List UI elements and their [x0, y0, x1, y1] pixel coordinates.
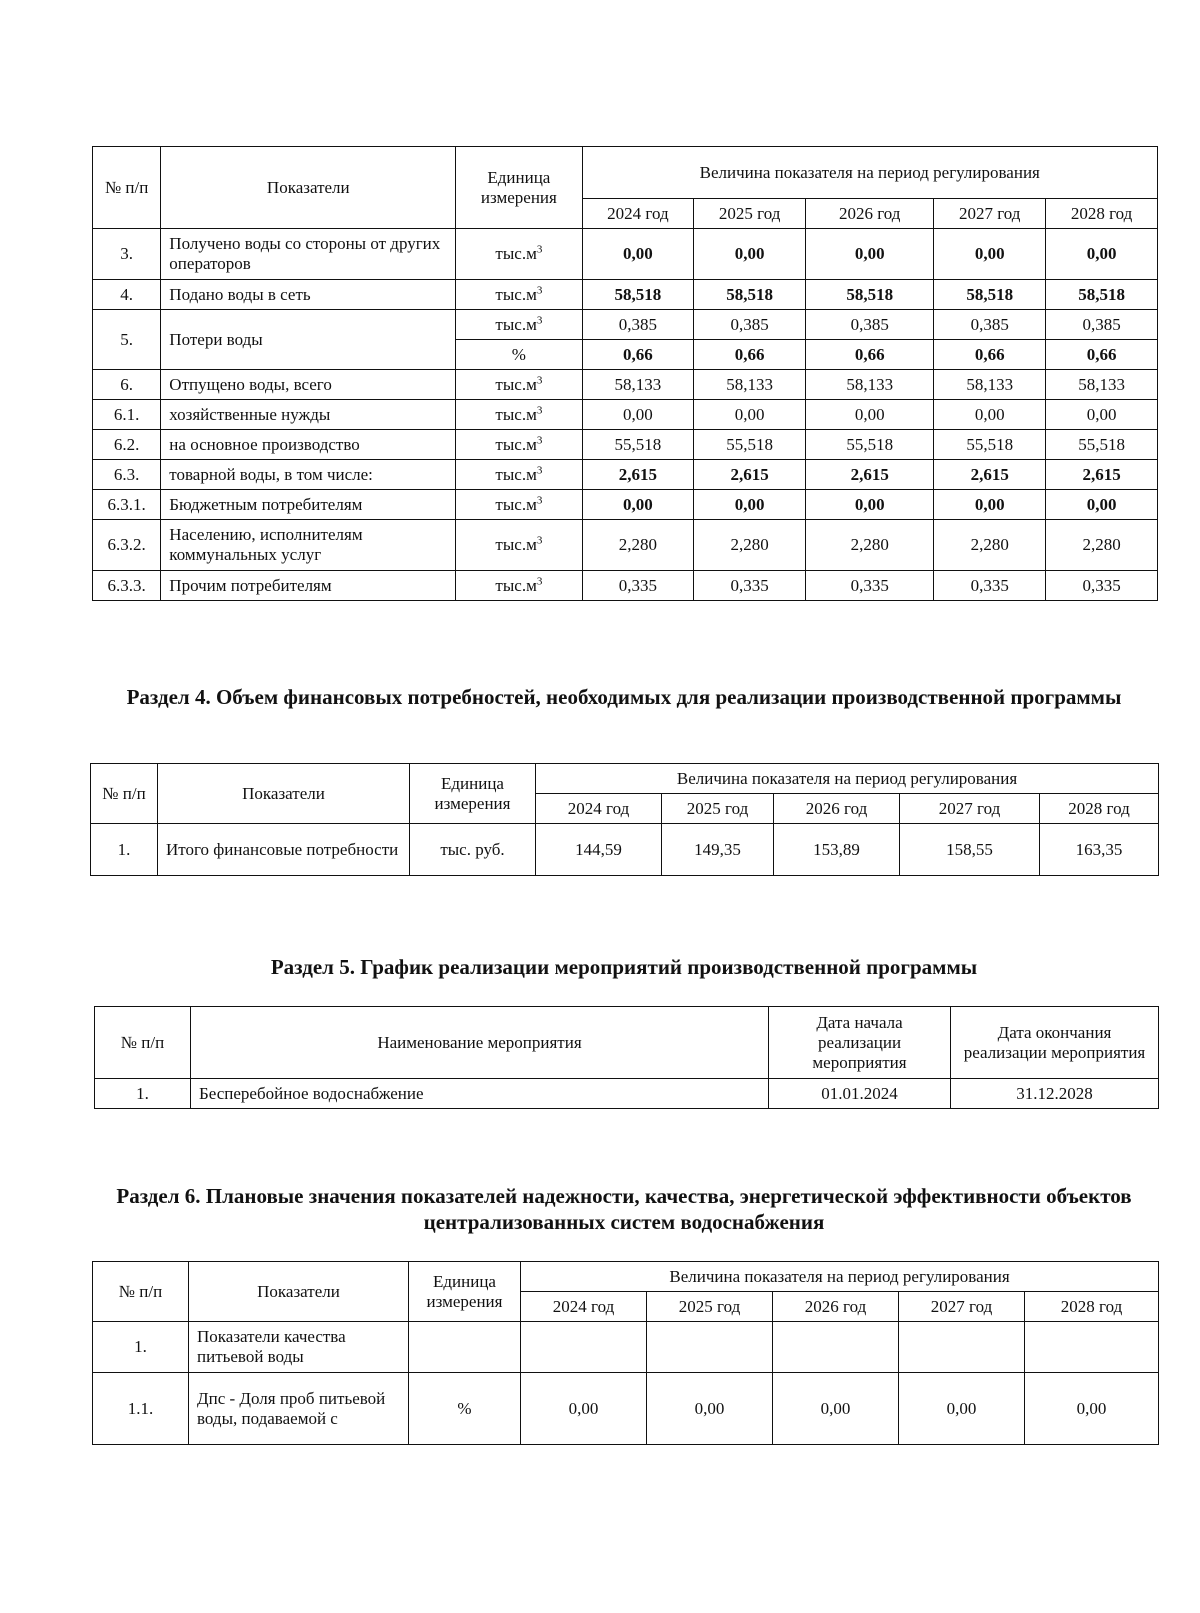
row-num: 6.1. [93, 400, 161, 430]
row-name: Отпущено воды, всего [161, 370, 456, 400]
header-indicator: Показатели [189, 1262, 409, 1322]
row-value: 2,280 [1046, 520, 1158, 571]
row-value: 2,280 [806, 520, 934, 571]
row-value: 0,00 [934, 400, 1046, 430]
header-num: № п/п [91, 764, 158, 824]
row-name: Прочим потребителям [161, 571, 456, 601]
row-name: Дпс - Доля проб питьевой воды, подаваемой с [189, 1373, 409, 1445]
row-num: 6.3.2. [93, 520, 161, 571]
row-name: Потери воды [161, 310, 456, 370]
row-num: 4. [93, 280, 161, 310]
table-row [93, 490, 1158, 520]
row-value: 0,00 [694, 490, 806, 520]
reliability-table [92, 1261, 1159, 1445]
header-value-group: Величина показателя на период регулирования [536, 764, 1159, 794]
row-value: 0,335 [694, 571, 806, 601]
row-value: 58,518 [582, 280, 694, 310]
row-value: 0,66 [582, 340, 694, 370]
row-unit: $тыс.м^3$ [456, 460, 582, 490]
row-value: 0,00 [582, 229, 694, 280]
header-value-group: Величина показателя на период регулирования [521, 1262, 1159, 1292]
row-value [899, 1322, 1025, 1373]
row-value: 0,335 [806, 571, 934, 601]
table-row [93, 1373, 1159, 1445]
row-value: 0,385 [1046, 310, 1158, 340]
row-num: 5. [93, 310, 161, 370]
header-indicator: Показатели [161, 147, 456, 229]
row-value: 0,00 [806, 400, 934, 430]
section4-title: Раздел 4. Объем финансовых потребностей, необходимых для реализации производственной программы [126, 685, 1122, 709]
table-row [93, 460, 1158, 490]
row-value: 0,00 [773, 1373, 899, 1445]
row-num: 3. [93, 229, 161, 280]
row-value: 0,00 [806, 490, 934, 520]
row-value: 0,00 [647, 1373, 773, 1445]
row-value: 0,00 [1046, 229, 1158, 280]
row-value: 0,00 [899, 1373, 1025, 1445]
row-value: 0,335 [582, 571, 694, 601]
row-value: 0,00 [582, 490, 694, 520]
header-value-group: Величина показателя на период регулирования [582, 147, 1158, 199]
header-year: 2028 год [1046, 199, 1158, 229]
row-unit: $тыс.м^3$ [456, 229, 582, 280]
row-num: 6.3. [93, 460, 161, 490]
row-value: 149,35 [662, 824, 774, 876]
row-value: 55,518 [806, 430, 934, 460]
table-row [95, 1079, 1159, 1109]
section5-title: Раздел 5. График реализации мероприятий производственной программы [270, 955, 978, 979]
row-value: 0,385 [934, 310, 1046, 340]
header-year: 2024 год [521, 1292, 647, 1322]
header-year: 2025 год [662, 794, 774, 824]
header-year: 2028 год [1025, 1292, 1159, 1322]
row-unit: $тыс.м^3$ [456, 571, 582, 601]
row-name: Итого финансовые потребности [158, 824, 410, 876]
table-row [93, 430, 1158, 460]
row-value: 2,615 [934, 460, 1046, 490]
header-year: 2026 год [773, 1292, 899, 1322]
header-year: 2025 год [694, 199, 806, 229]
row-value: 55,518 [1046, 430, 1158, 460]
row-value: 0,385 [806, 310, 934, 340]
row-value: 58,133 [934, 370, 1046, 400]
row-value: 2,615 [582, 460, 694, 490]
table-row [93, 520, 1158, 571]
row-value: 0,66 [934, 340, 1046, 370]
row-value: 0,335 [1046, 571, 1158, 601]
header-unit: Единица измерения [409, 1262, 521, 1322]
row-value: 58,518 [1046, 280, 1158, 310]
section6-title: Раздел 6. Плановые значения показателей надежности, качества, энергетической эффективности объектов централизованных систем водоснабжения [116, 1184, 1132, 1234]
row-unit: тыс. руб. [410, 824, 536, 876]
schedule-table [94, 1006, 1159, 1109]
finance-table [90, 763, 1159, 876]
row-value: 0,00 [934, 229, 1046, 280]
row-value: 0,66 [694, 340, 806, 370]
row-value: 0,00 [694, 229, 806, 280]
row-name: Показатели качества питьевой воды [189, 1322, 409, 1373]
row-value: 0,00 [1025, 1373, 1159, 1445]
row-value: 0,00 [934, 490, 1046, 520]
row-value: 0,66 [1046, 340, 1158, 370]
header-year: 2025 год [647, 1292, 773, 1322]
row-value: 153,89 [774, 824, 900, 876]
row-value: 55,518 [582, 430, 694, 460]
table-row [93, 571, 1158, 601]
row-name: хозяйственные нужды [161, 400, 456, 430]
row-value: 163,35 [1040, 824, 1159, 876]
header-end-date: Дата окончания реализации мероприятия [951, 1007, 1159, 1079]
table-row [93, 280, 1158, 310]
header-num: № п/п [95, 1007, 191, 1079]
row-value [521, 1322, 647, 1373]
row-value: 58,518 [806, 280, 934, 310]
header-year: 2027 год [900, 794, 1040, 824]
row-value: 0,385 [694, 310, 806, 340]
row-unit: $тыс.м^3$ [456, 490, 582, 520]
row-value: 0,00 [1046, 490, 1158, 520]
row-num: 6.3.3. [93, 571, 161, 601]
row-value: 158,55 [900, 824, 1040, 876]
table-row [93, 310, 1158, 340]
row-num: 6.2. [93, 430, 161, 460]
header-year: 2024 год [536, 794, 662, 824]
header-event-name: Наименование мероприятия [191, 1007, 769, 1079]
row-value: 0,00 [521, 1373, 647, 1445]
row-unit: $тыс.м^3$ [456, 370, 582, 400]
row-value: 2,615 [694, 460, 806, 490]
header-unit: Единица измерения [410, 764, 536, 824]
row-value [773, 1322, 899, 1373]
header-num: № п/п [93, 1262, 189, 1322]
row-num: 1. [95, 1079, 191, 1109]
header-indicator: Показатели [158, 764, 410, 824]
row-value: 0,335 [934, 571, 1046, 601]
row-value [647, 1322, 773, 1373]
row-name: на основное производство [161, 430, 456, 460]
row-value: 0,00 [582, 400, 694, 430]
row-name: Населению, исполнителям коммунальных услуг [161, 520, 456, 571]
row-unit: $тыс.м^3$ [456, 520, 582, 571]
header-year: 2027 год [934, 199, 1046, 229]
row-value: 2,280 [934, 520, 1046, 571]
row-unit: $тыс.м^3$ [456, 400, 582, 430]
row-end-date: 31.12.2028 [951, 1079, 1159, 1109]
header-unit: Единица измерения [456, 147, 582, 229]
row-name: товарной воды, в том числе: [161, 460, 456, 490]
row-value: 58,518 [934, 280, 1046, 310]
row-value: 58,133 [694, 370, 806, 400]
row-unit [409, 1322, 521, 1373]
row-value: 0,00 [806, 229, 934, 280]
row-value: 58,518 [694, 280, 806, 310]
water-balance-table [92, 146, 1158, 601]
row-unit: $тыс.м^3$ [456, 280, 582, 310]
row-value: 2,280 [694, 520, 806, 571]
row-num: 1. [93, 1322, 189, 1373]
row-name: Подано воды в сеть [161, 280, 456, 310]
row-value: 58,133 [1046, 370, 1158, 400]
row-start-date: 01.01.2024 [769, 1079, 951, 1109]
row-value: 55,518 [934, 430, 1046, 460]
row-value: 0,00 [694, 400, 806, 430]
row-value: 58,133 [806, 370, 934, 400]
header-start-date: Дата начала реализации мероприятия [769, 1007, 951, 1079]
row-num: 6.3.1. [93, 490, 161, 520]
row-name: Бюджетным потребителям [161, 490, 456, 520]
row-value: 2,280 [582, 520, 694, 571]
table-row [93, 400, 1158, 430]
row-value: 58,133 [582, 370, 694, 400]
row-value: 55,518 [694, 430, 806, 460]
row-value: 2,615 [806, 460, 934, 490]
row-value: 0,00 [1046, 400, 1158, 430]
table-row [91, 824, 1159, 876]
row-num: 1.1. [93, 1373, 189, 1445]
row-name: Получено воды со стороны от других операторов [161, 229, 456, 280]
table-row [93, 370, 1158, 400]
row-value: 2,615 [1046, 460, 1158, 490]
row-num: 6. [93, 370, 161, 400]
row-name: Бесперебойное водоснабжение [191, 1079, 769, 1109]
row-unit: % [456, 340, 582, 370]
header-num: № п/п [93, 147, 161, 229]
row-value: 144,59 [536, 824, 662, 876]
row-unit: $тыс.м^3$ [456, 310, 582, 340]
row-num: 1. [91, 824, 158, 876]
table-row [93, 229, 1158, 280]
header-year: 2027 год [899, 1292, 1025, 1322]
row-value: 0,66 [806, 340, 934, 370]
row-unit: $тыс.м^3$ [456, 430, 582, 460]
row-unit: % [409, 1373, 521, 1445]
row-value [1025, 1322, 1159, 1373]
row-value: 0,385 [582, 310, 694, 340]
header-year: 2026 год [774, 794, 900, 824]
header-year: 2028 год [1040, 794, 1159, 824]
header-year: 2026 год [806, 199, 934, 229]
table-row [93, 1322, 1159, 1373]
header-year: 2024 год [582, 199, 694, 229]
